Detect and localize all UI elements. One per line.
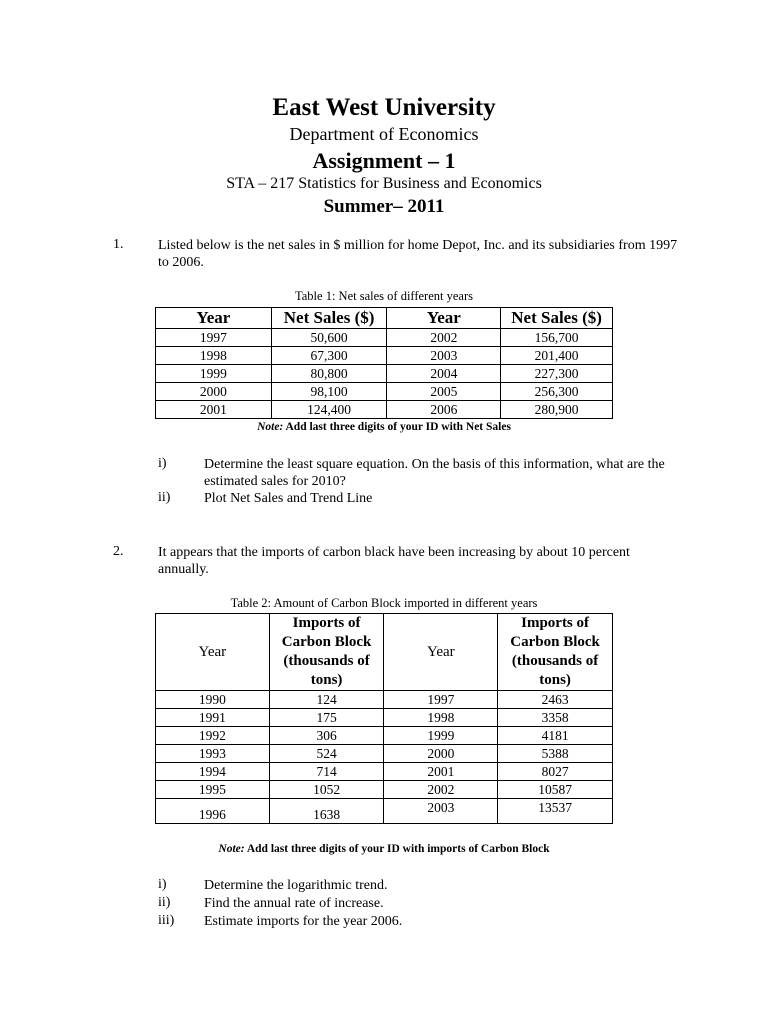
table-cell: 256,300: [501, 383, 613, 401]
subquestion-number: i): [158, 456, 167, 471]
table-row: [156, 727, 613, 745]
course-title: STA – 217 Statistics for Business and Economics: [226, 175, 542, 192]
table-row: [156, 709, 613, 727]
column-header: Imports of Carbon Block (thousands of tons): [498, 614, 613, 691]
question-2-text: It appears that the imports of carbon black have been increasing by about 10 percent annually.: [158, 545, 630, 577]
table-cell: 2000: [384, 745, 498, 763]
table-cell: 13537: [498, 799, 613, 824]
column-header: Imports of Carbon Block (thousands of tons): [269, 614, 384, 691]
subquestion-number: i): [158, 877, 167, 892]
subquestion-text: Determine the least square equation. On the basis of this information, what are the estimated sales for 2010?: [204, 457, 665, 489]
table-cell: 124,400: [271, 401, 387, 419]
note-text: Add last three digits of your ID with imports of Carbon Block: [246, 843, 550, 855]
table-cell: 306: [269, 727, 384, 745]
table-cell: 1993: [156, 745, 270, 763]
column-header: Year: [156, 308, 272, 329]
table-cell: 227,300: [501, 365, 613, 383]
column-header: Net Sales ($): [271, 308, 387, 329]
question-1-number: 1.: [113, 237, 124, 252]
table-cell: 1992: [156, 727, 270, 745]
table-cell: 1991: [156, 709, 270, 727]
note-label: Note:: [257, 421, 284, 433]
table-cell: 50,600: [271, 329, 387, 347]
table-row: [156, 781, 613, 799]
column-header: Year: [156, 614, 270, 691]
table-cell: 2005: [387, 383, 501, 401]
table-row: [156, 799, 613, 824]
table-cell: 1998: [156, 347, 272, 365]
university-title: East West University: [272, 94, 496, 121]
table-cell: 1999: [384, 727, 498, 745]
table-row: [156, 691, 613, 709]
table-cell: 2463: [498, 691, 613, 709]
table-cell: 175: [269, 709, 384, 727]
table-cell: 1638: [269, 799, 384, 824]
column-header: Year: [387, 308, 501, 329]
table-cell: 1997: [384, 691, 498, 709]
table-cell: 3358: [498, 709, 613, 727]
table-row: [156, 401, 613, 419]
table-header-row: [156, 308, 613, 329]
subquestion-text: Determine the logarithmic trend.: [204, 878, 388, 893]
table-row: [156, 745, 613, 763]
question-2-number: 2.: [113, 544, 124, 559]
table-cell: 80,800: [271, 365, 387, 383]
table-cell: 98,100: [271, 383, 387, 401]
table-cell: 10587: [498, 781, 613, 799]
subquestion-text: Find the annual rate of increase.: [204, 896, 384, 911]
subquestion-text: Estimate imports for the year 2006.: [204, 914, 403, 929]
subquestion-number: ii): [158, 490, 171, 505]
carbon-imports-table: [155, 613, 613, 824]
table-cell: 1994: [156, 763, 270, 781]
department-name: Department of Economics: [289, 124, 479, 144]
table-cell: 2000: [156, 383, 272, 401]
table-row: [156, 383, 613, 401]
table-cell: 2002: [387, 329, 501, 347]
table-cell: 1999: [156, 365, 272, 383]
table-cell: 2003: [384, 799, 498, 824]
table-cell: 201,400: [501, 347, 613, 365]
table-1-caption: Table 1: Net sales of different years: [295, 289, 473, 303]
table-cell: 2006: [387, 401, 501, 419]
table-cell: 1996: [156, 799, 270, 824]
question-1-text: Listed below is the net sales in $ million for home Depot, Inc. and its subsidiaries from 1997 to 2006.: [158, 238, 678, 270]
table-header-row: [156, 614, 613, 691]
column-header: Net Sales ($): [501, 308, 613, 329]
table-cell: 1995: [156, 781, 270, 799]
subquestion-text: Plot Net Sales and Trend Line: [204, 491, 373, 506]
table-cell: 1990: [156, 691, 270, 709]
table-cell: 2001: [384, 763, 498, 781]
note-label: Note:: [218, 843, 245, 855]
table-cell: 1997: [156, 329, 272, 347]
table-2-caption: Table 2: Amount of Carbon Block imported in different years: [230, 596, 538, 610]
table-cell: 2003: [387, 347, 501, 365]
note-text: Add last three digits of your ID with Net Sales: [285, 421, 511, 433]
table-row: [156, 347, 613, 365]
table-cell: 124: [269, 691, 384, 709]
table-cell: 1998: [384, 709, 498, 727]
table-cell: 2001: [156, 401, 272, 419]
net-sales-table: [155, 307, 613, 419]
table-cell: 2004: [387, 365, 501, 383]
subquestion-number: iii): [158, 913, 175, 928]
table-cell: 5388: [498, 745, 613, 763]
table-2-note: [0, 843, 768, 855]
table-cell: 524: [269, 745, 384, 763]
table-cell: 67,300: [271, 347, 387, 365]
table-row: [156, 365, 613, 383]
table-cell: 8027: [498, 763, 613, 781]
table-cell: 156,700: [501, 329, 613, 347]
table-row: [156, 329, 613, 347]
table-cell: 714: [269, 763, 384, 781]
term-label: Summer– 2011: [323, 196, 445, 217]
table-1-note: [0, 421, 768, 433]
table-row: [156, 763, 613, 781]
table-cell: 1052: [269, 781, 384, 799]
table-cell: 4181: [498, 727, 613, 745]
column-header: Year: [384, 614, 498, 691]
table-cell: 2002: [384, 781, 498, 799]
table-cell: 280,900: [501, 401, 613, 419]
subquestion-number: ii): [158, 895, 171, 910]
assignment-title: Assignment – 1: [312, 148, 456, 173]
